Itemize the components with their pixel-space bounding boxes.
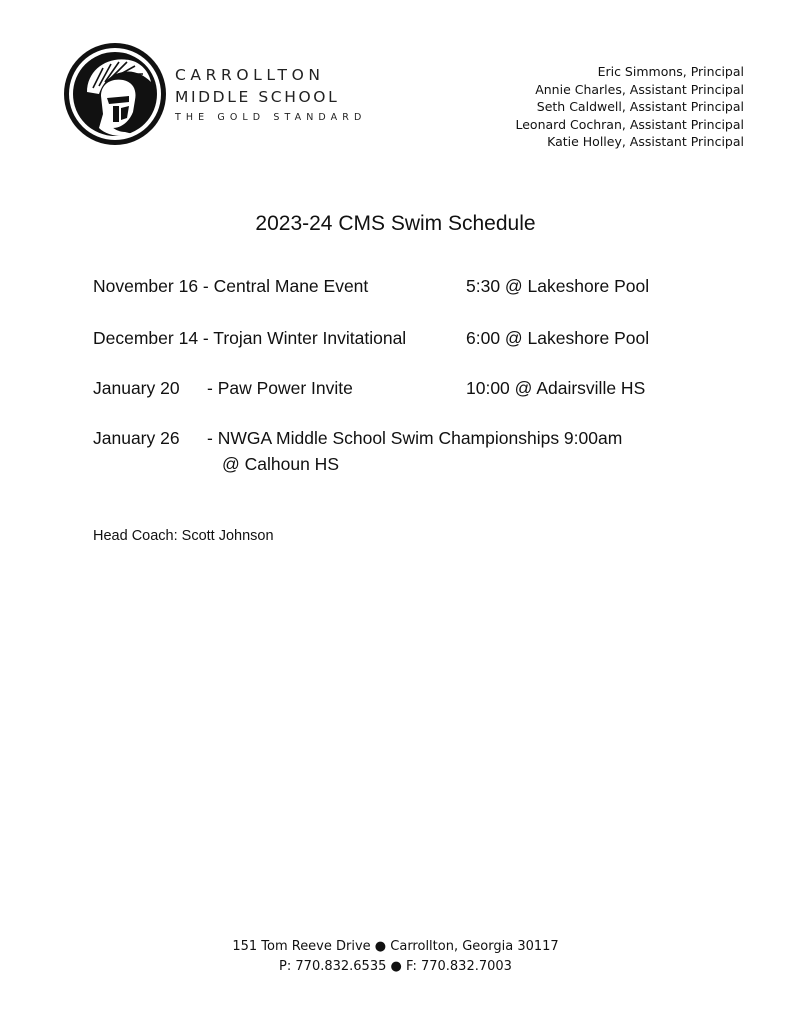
school-motto: THE GOLD STANDARD — [175, 112, 367, 123]
page-title: 2023-24 CMS Swim Schedule — [255, 212, 536, 235]
school-name — [175, 68, 366, 123]
footer-contact — [0, 937, 791, 977]
event-date-name: November 16 - Central Mane Event — [93, 276, 369, 296]
school-name-line1: CARROLLTON — [175, 66, 325, 84]
event-name: - Paw Power Invite — [207, 378, 353, 398]
event-location: @ Calhoun HS — [222, 454, 339, 474]
event-date: January 20 — [93, 378, 180, 398]
schedule-item — [93, 328, 650, 349]
schedule-item — [93, 428, 623, 474]
schedule-item — [93, 276, 650, 297]
footer-address: 151 Tom Reeve Drive ● Carrollton, Georgia 30117 — [232, 939, 559, 954]
administrator-item: Eric Simmons, Principal — [597, 64, 744, 79]
administrator-item: Seth Caldwell, Assistant Principal — [536, 99, 744, 114]
administrator-item: Annie Charles, Assistant Principal — [535, 81, 744, 97]
administrator-item: Leonard Cochran, Assistant Principal — [515, 116, 744, 132]
footer-phone-fax: P: 770.832.6535 ● F: 770.832.7003 — [279, 959, 512, 974]
administrator-list — [515, 63, 744, 151]
event-time-location: 6:00 @ Lakeshore Pool — [466, 328, 650, 348]
event-date-name: December 14 - Trojan Winter Invitational — [93, 328, 407, 348]
trojan-helmet-logo — [63, 42, 167, 146]
event-time-location: 5:30 @ Lakeshore Pool — [466, 276, 650, 296]
event-name-time: - NWGA Middle School Swim Championships 9:00am — [207, 428, 623, 448]
event-date: January 26 — [93, 428, 180, 448]
head-coach: Head Coach: Scott Johnson — [93, 528, 274, 544]
event-time-location: 10:00 @ Adairsville HS — [466, 378, 646, 398]
administrator-item: Katie Holley, Assistant Principal — [547, 134, 744, 149]
schedule-item — [93, 378, 646, 399]
school-name-line2: MIDDLE SCHOOL — [175, 87, 340, 106]
